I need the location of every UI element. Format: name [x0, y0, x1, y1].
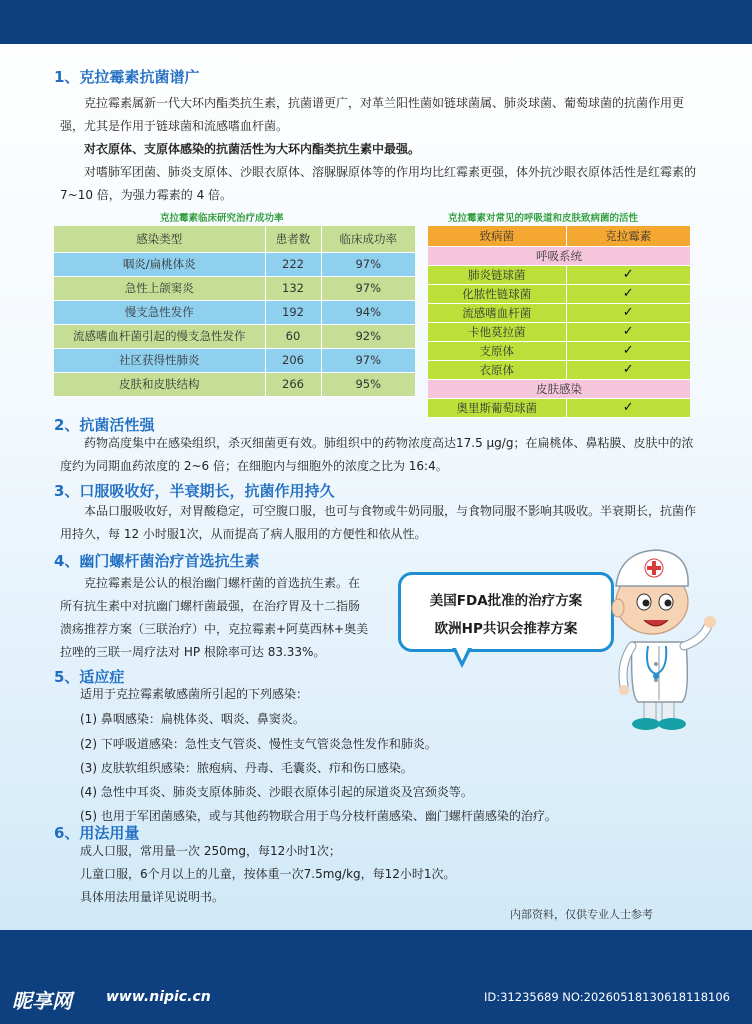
table-row	[428, 360, 690, 379]
section1-title: 1、克拉霉素抗菌谱广	[54, 68, 200, 86]
watermark-logo: 昵享网	[12, 989, 72, 1013]
section1-para3: 对嗜肺军团菌、肺炎支原体、沙眼衣原体、溶脲脲原体等的作用均比红霉素更强，体外抗沙眼衣原体活性是红霉素的 7~10 倍，为强力霉素的 4 倍。	[60, 165, 697, 202]
table-row	[54, 300, 415, 324]
check-icon: ✓	[622, 286, 634, 301]
table-cell: 192	[265, 300, 321, 324]
clinical-success-table	[54, 226, 415, 397]
table-header-row	[428, 226, 690, 246]
table-row	[428, 341, 690, 360]
table-cell: 急性上颌窦炎	[54, 276, 265, 300]
section6-title: 6、用法用量	[54, 824, 140, 842]
section2-title: 2、抗菌活性强	[54, 416, 155, 434]
pathogen-name: 流感嗜血杆菌	[428, 303, 566, 322]
table-row	[54, 276, 415, 300]
table-cell: 94%	[321, 300, 415, 324]
table-cell: 皮肤和皮肤结构	[54, 372, 265, 396]
table-row	[428, 303, 690, 322]
bubble-tail-inner	[455, 646, 469, 661]
table-cell: 咽炎/扁桃体炎	[54, 252, 265, 276]
pathogen-name: 肺炎链球菌	[428, 265, 566, 284]
table-row	[54, 372, 415, 396]
check-icon: ✓	[622, 267, 634, 282]
pathogen-name: 化脓性链球菌	[428, 284, 566, 303]
indication-item: (4) 急性中耳炎、肺炎支原体肺炎、沙眼衣原体引起的尿道炎及宫颈炎等。	[80, 785, 473, 799]
table-cell: 社区获得性肺炎	[54, 348, 265, 372]
section1-para1: 克拉霉素属新一代大环内酯类抗生素，抗菌谱更广，对革兰阳性菌如链球菌属、肺炎球菌、葡萄球菌的抗菌作用更强，尤其是作用于链球菌和流感嗜血杆菌。	[60, 96, 685, 133]
table-cell: 266	[265, 372, 321, 396]
header-cell: 致病菌	[428, 226, 566, 246]
header-cell: 临床成功率	[321, 226, 415, 252]
check-icon: ✓	[622, 324, 634, 339]
dosage-line: 具体用法用量详见说明书。	[80, 890, 225, 904]
footnote: 内部资料，仅供专业人士参考	[510, 908, 653, 921]
dosage-line: 成人口服，常用量一次 250mg，每12小时1次；	[80, 844, 341, 858]
group-label: 皮肤感染	[428, 379, 690, 398]
table-row	[428, 265, 690, 284]
table-row	[428, 322, 690, 341]
indication-item: (1) 鼻咽感染：扁桃体炎、咽炎、鼻窦炎。	[80, 712, 305, 726]
section4-line3: 溃疡推荐方案（三联治疗）中，克拉霉素+阿莫西林+奥美	[60, 622, 369, 636]
pathogen-name: 卡他莫拉菌	[428, 322, 566, 341]
bubble-line2: 欧洲HP共识会推荐方案	[434, 621, 578, 637]
table-row	[428, 284, 690, 303]
header-cell: 克拉霉素	[566, 226, 690, 246]
table-cell: 流感嗜血杆菌引起的慢支急性发作	[54, 324, 265, 348]
indication-item: (3) 皮肤软组织感染：脓疱病、丹毒、毛囊炎、疖和伤口感染。	[80, 761, 413, 775]
table-row	[54, 252, 415, 276]
section3-title: 3、口服吸收好，半衰期长，抗菌作用持久	[54, 482, 335, 500]
table-row	[428, 398, 690, 417]
section1-para2: 对衣原体、支原体感染的抗菌活性为大环内酯类抗生素中最强。	[84, 142, 421, 156]
indication-item: (5) 也用于军团菌感染，或与其他药物联合用于鸟分枝杆菌感染、幽门螺杆菌感染的治疗。	[80, 809, 557, 823]
section4-line1: 克拉霉素是公认的根治幽门螺杆菌的首选抗生素。在	[84, 576, 361, 590]
table-cell: 97%	[321, 348, 415, 372]
watermark-id: ID:31235689 NO:20260518130618118106	[484, 990, 730, 1004]
table-cell: 222	[265, 252, 321, 276]
section4-line2: 所有抗生素中对抗幽门螺杆菌最强，在治疗胃及十二指肠	[60, 599, 361, 613]
check-icon: ✓	[622, 343, 634, 358]
table-cell: 95%	[321, 372, 415, 396]
check-icon: ✓	[622, 305, 634, 320]
table-cell: 97%	[321, 276, 415, 300]
group-label: 呼吸系统	[428, 246, 690, 265]
table-cell: 92%	[321, 324, 415, 348]
section4-line4: 拉唑的三联一周疗法对 HP 根除率可达 83.33%。	[60, 645, 326, 659]
pathogen-name: 奥里斯葡萄球菌	[428, 398, 566, 417]
dosage-line: 儿童口服，6个月以上的儿童，按体重一次7.5mg/kg，每12小时1次。	[80, 867, 456, 881]
table-cell: 97%	[321, 252, 415, 276]
table-row	[54, 348, 415, 372]
section5-title: 5、适应症	[54, 668, 125, 686]
group-row	[428, 379, 690, 398]
speech-bubble	[398, 572, 614, 652]
section5-intro: 适用于克拉霉素敏感菌所引起的下列感染：	[80, 687, 309, 701]
section2-para: 药物高度集中在感染组织，杀灭细菌更有效。肺组织中的药物浓度高达17.5 μg/g；在扁桃体、鼻粘膜、皮肤中的浓度约为同期血药浓度的 2~6 倍；在细胞内与细胞外的浓度之比为 16:4。	[60, 436, 694, 473]
bubble-line1: 美国FDA批准的治疗方案	[429, 593, 583, 609]
table-cell: 206	[265, 348, 321, 372]
indication-item: (2) 下呼吸道感染：急性支气管炎、慢性支气管炎急性发作和肺炎。	[80, 737, 437, 751]
table2-caption: 克拉霉素对常见的呼吸道和皮肤致病菌的活性	[448, 213, 639, 224]
table-cell: 慢支急性发作	[54, 300, 265, 324]
table-row	[54, 324, 415, 348]
header-cell: 感染类型	[54, 226, 265, 252]
table-cell: 60	[265, 324, 321, 348]
pathogen-activity-table	[428, 226, 690, 418]
table1-caption: 克拉霉素临床研究治疗成功率	[160, 213, 284, 224]
check-icon: ✓	[622, 362, 634, 377]
table-cell: 132	[265, 276, 321, 300]
header-cell: 患者数	[265, 226, 321, 252]
watermark-url: www.nipic.cn	[106, 989, 211, 1005]
section3-para: 本品口服吸收好，对胃酸稳定，可空腹口服，也可与食物或牛奶同服，与食物同服不影响其吸收。半衰期长，抗菌作用持久，每 12 小时服1次，从而提高了病人服用的方便性和依从性。	[60, 504, 697, 541]
group-row	[428, 246, 690, 265]
pathogen-name: 支原体	[428, 341, 566, 360]
section4-title: 4、幽门螺杆菌治疗首选抗生素	[54, 552, 260, 570]
pathogen-name: 衣原体	[428, 360, 566, 379]
check-icon: ✓	[622, 400, 634, 415]
table-header-row	[54, 226, 415, 252]
